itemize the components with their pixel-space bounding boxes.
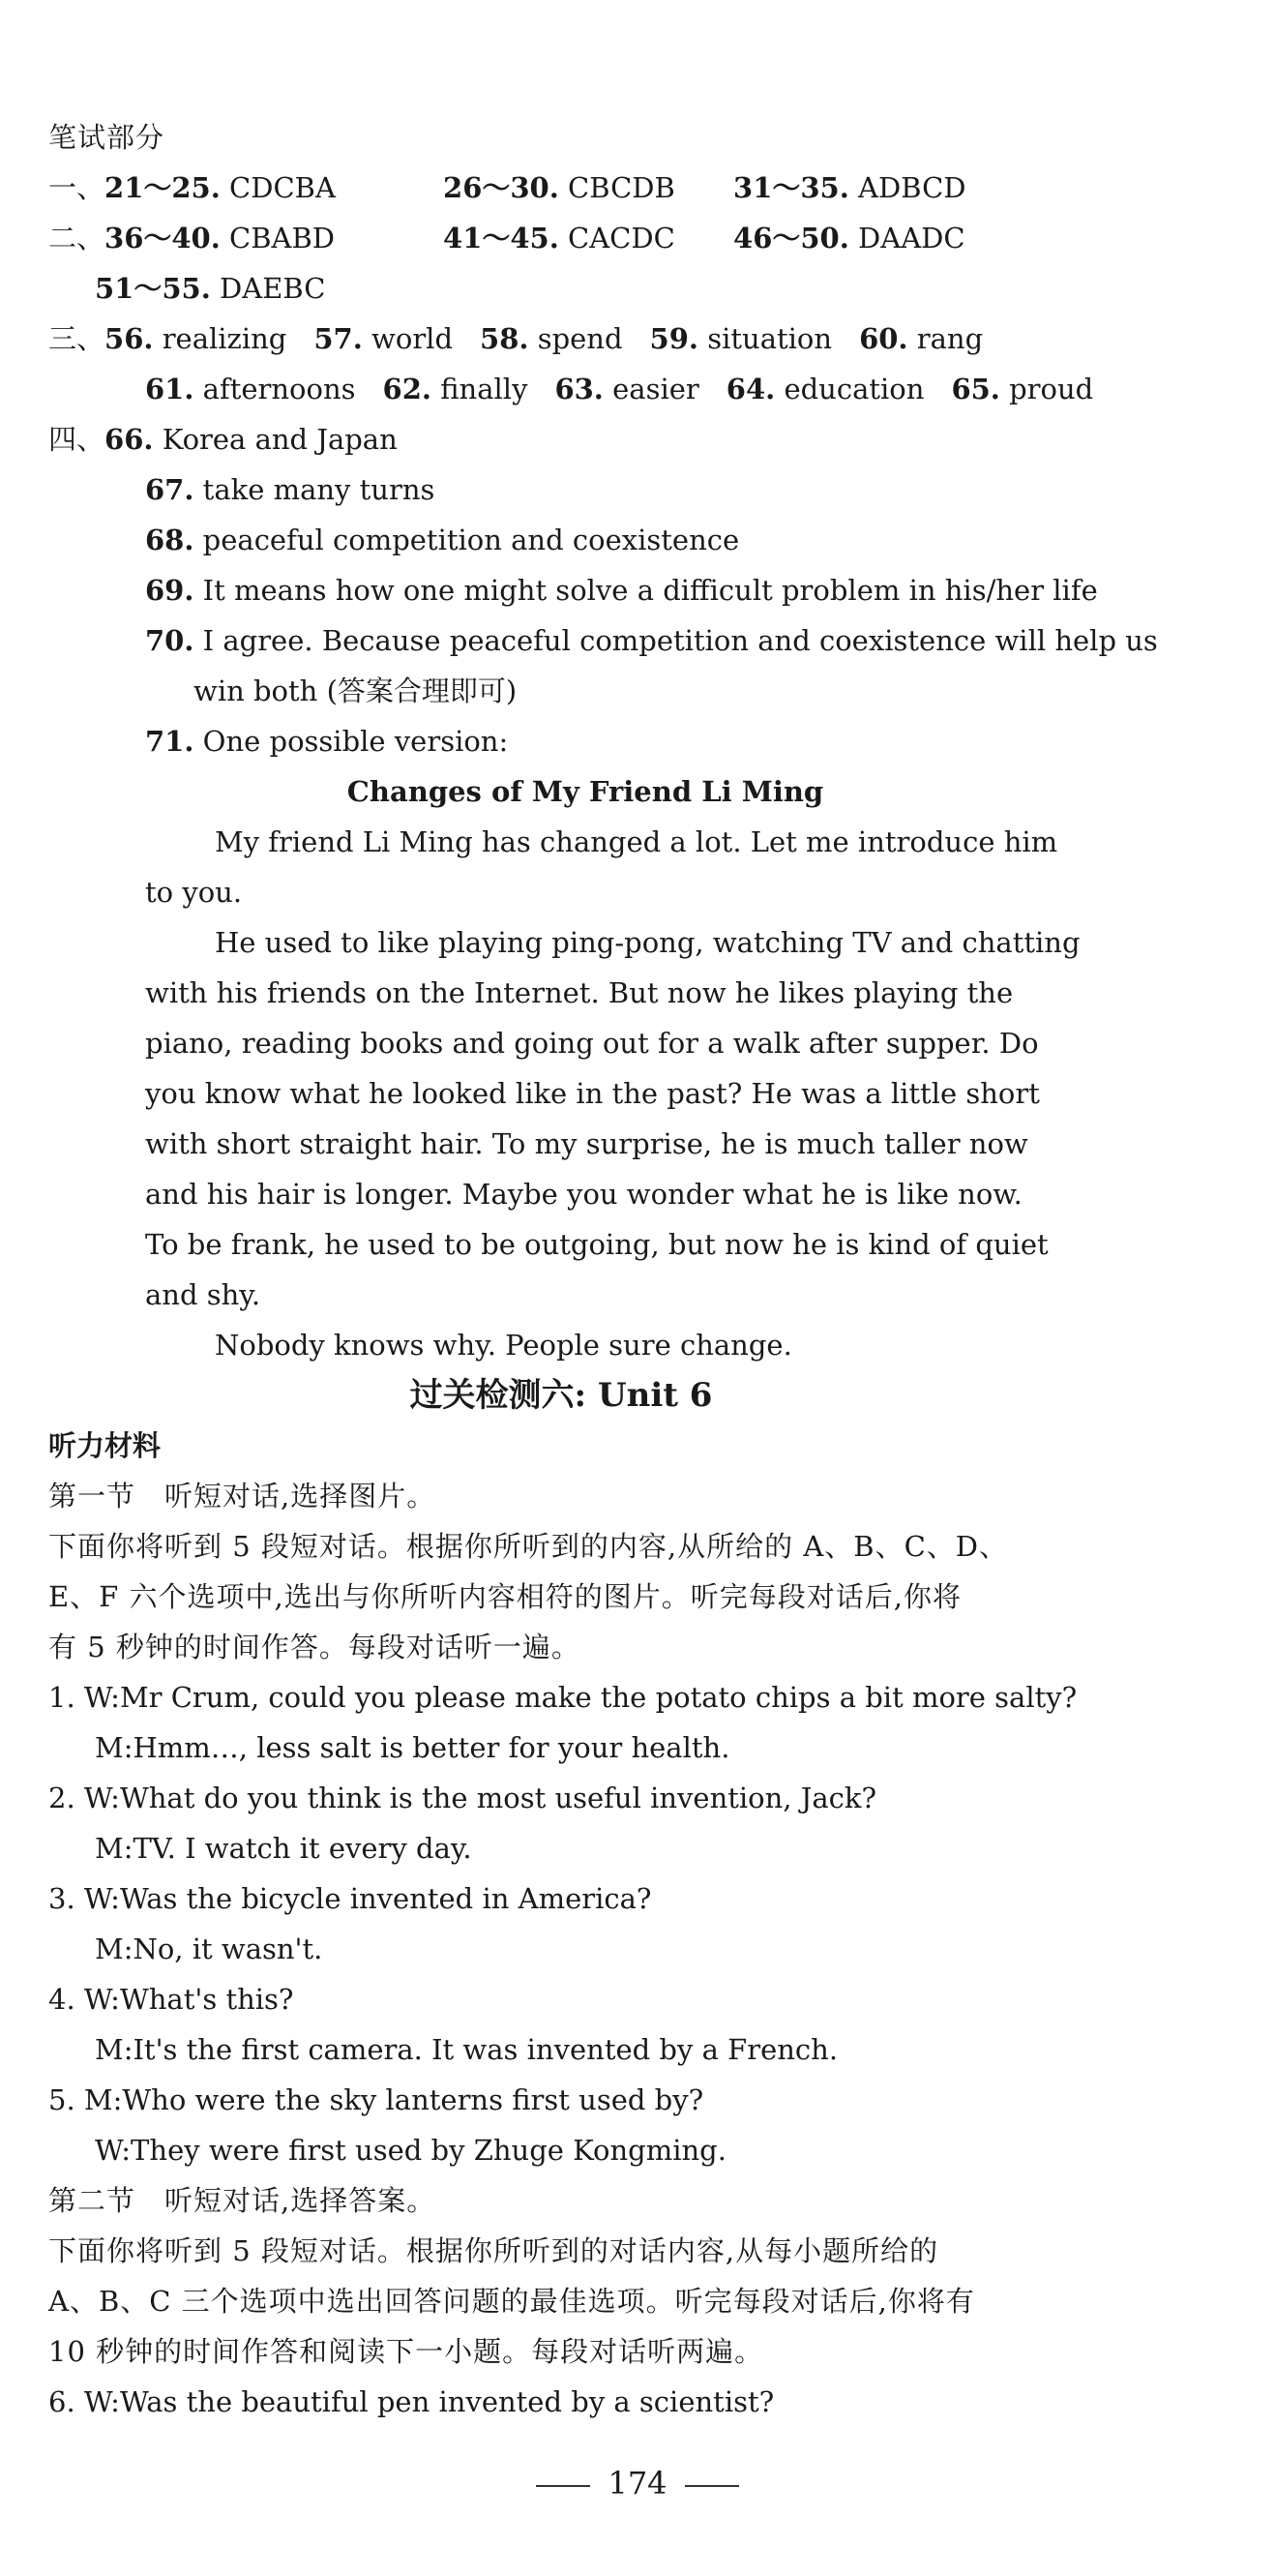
answer-item-67: 67. take many turns xyxy=(145,473,435,506)
page-number: 174 xyxy=(608,2465,667,2501)
instruction-line: 10 秒钟的时间作答和阅读下一小题。每段对话听两遍。 xyxy=(48,2335,764,2368)
dialogue-line: 4. W:What's this? xyxy=(48,1983,294,2016)
dialogue-line: M:It's the first camera. It was invented by a French. xyxy=(95,2033,839,2066)
section2-dialogues xyxy=(48,2377,1074,2427)
essay-line: My friend Li Ming has changed a lot. Let me introduce him xyxy=(215,825,1058,858)
dialogue-line: 5. M:Who were the sky lanterns first used by? xyxy=(48,2083,704,2116)
answers-part3: 三、56. realizing 57. world 58. spend 59. situation 60. rang xyxy=(48,322,984,355)
essay-body xyxy=(48,817,1081,1370)
essay-line: To be frank, he used to be outgoing, but now he is kind of quiet xyxy=(145,1228,1049,1261)
essay-line: piano, reading books and going out for a walk after supper. Do xyxy=(145,1027,1039,1060)
dialogue-line: M:TV. I watch it every day. xyxy=(95,1832,472,1865)
dialogue-line: 6. W:Was the beautiful pen invented by a scientist? xyxy=(48,2385,775,2418)
answer-item-66: 四、66. Korea and Japan xyxy=(48,423,398,456)
answers-part2-cont: 51～55. DAEBC xyxy=(95,272,326,305)
dialogue-line: W:They were first used by Zhuge Kongming. xyxy=(95,2134,726,2167)
answer-item-69: 69. It means how one might solve a difficult problem in his/her life xyxy=(145,574,1098,607)
essay-title: Changes of My Friend Li Ming xyxy=(346,775,824,808)
section2-instructions xyxy=(48,2226,1074,2377)
dialogue-line: M:Hmm…, less salt is better for your health. xyxy=(95,1731,730,1764)
footer-dash-left xyxy=(536,2485,590,2487)
answer-item-70: 70. I agree. Because peaceful competition and coexistence will help us xyxy=(145,624,1158,657)
section1-title: 第一节 听短对话,选择图片。 xyxy=(48,1480,436,1513)
section-header: 笔试部分 xyxy=(48,121,165,154)
instruction-line: A、B、C 三个选项中选出回答问题的最佳选项。听完每段对话后,你将有 xyxy=(48,2285,975,2318)
answers-part1: 一、21～25. CDCBA 26～30. CBCDB 31～35. ADBCD xyxy=(48,171,966,204)
section2-title: 第二节 听短对话,选择答案。 xyxy=(48,2184,436,2217)
essay-line: and shy. xyxy=(145,1278,261,1311)
instruction-line: 下面你将听到 5 段短对话。根据你所听到的对话内容,从每小题所给的 xyxy=(48,2234,939,2267)
answers-part3-cont: 61. afternoons 62. finally 63. easier 64. education 65. proud xyxy=(145,373,1094,405)
instruction-line: 有 5 秒钟的时间作答。每段对话听一遍。 xyxy=(48,1631,580,1663)
essay-line: with short straight hair. To my surprise, he is much taller now xyxy=(145,1127,1028,1160)
essay-line: and his hair is longer. Maybe you wonder what he is like now. xyxy=(145,1178,1023,1211)
essay-line: to you. xyxy=(145,876,243,909)
footer-dash-right xyxy=(685,2485,739,2487)
instruction-line: 下面你将听到 5 段短对话。根据你所听到的内容,从所给的 A、B、C、D、 xyxy=(48,1530,1009,1563)
answer-page xyxy=(48,112,1158,2427)
answers-part2: 二、36～40. CBABD 41～45. CACDC 46～50. DAADC xyxy=(48,222,965,255)
section1-dialogues xyxy=(48,1672,1078,2175)
dialogue-line: 1. W:Mr Crum, could you please make the potato chips a bit more salty? xyxy=(48,1681,1078,1714)
page-footer xyxy=(0,2458,1275,2508)
listening-heading: 听力材料 xyxy=(48,1429,162,1462)
answer-item-68: 68. peaceful competition and coexistence xyxy=(145,524,740,556)
dialogue-line: M:No, it wasn't. xyxy=(95,1932,323,1965)
section1-instructions xyxy=(48,1521,1074,1672)
dialogue-line: 2. W:What do you think is the most useful invention, Jack? xyxy=(48,1782,877,1814)
essay-line: you know what he looked like in the past? He was a little short xyxy=(145,1077,1040,1110)
essay-line: He used to like playing ping-pong, watching TV and chatting xyxy=(215,926,1081,959)
dialogue-line: 3. W:Was the bicycle invented in America? xyxy=(48,1882,652,1915)
essay-line: with his friends on the Internet. But now he likes playing the xyxy=(145,976,1014,1009)
instruction-line: E、F 六个选项中,选出与你所听内容相符的图片。听完每段对话后,你将 xyxy=(48,1580,962,1613)
unit-title: 过关检测六: Unit 6 xyxy=(409,1376,713,1415)
answer-item-70-cont: win both (答案合理即可) xyxy=(193,674,518,707)
essay-line: Nobody knows why. People sure change. xyxy=(215,1329,792,1362)
answer-item-71: 71. One possible version: xyxy=(145,725,509,758)
